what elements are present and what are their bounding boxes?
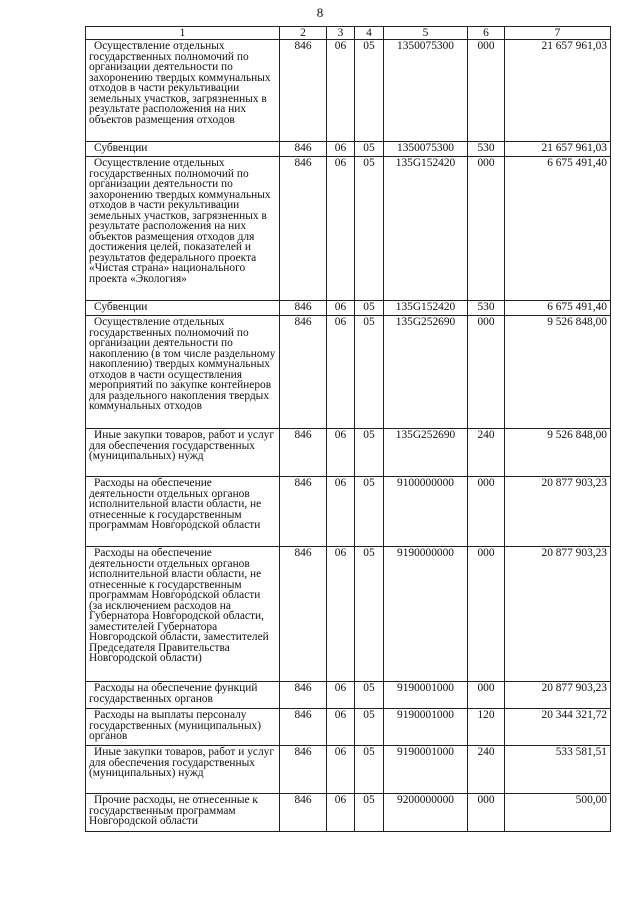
subsection-code: 05 (355, 682, 384, 709)
department-code: 846 (280, 142, 327, 157)
expense-type-code: 000 (468, 157, 505, 301)
target-article-code: 9190001000 (384, 746, 468, 794)
header-cell: 7 (505, 27, 611, 40)
target-article-code: 9200000000 (384, 794, 468, 832)
expense-type-code: 000 (468, 40, 505, 142)
subsection-code: 05 (355, 429, 384, 477)
amount: 6 675 491,40 (505, 157, 611, 301)
table-row (86, 429, 611, 477)
section-code: 06 (327, 477, 355, 547)
target-article-code: 135G152420 (384, 301, 468, 316)
amount: 21 657 961,03 (505, 142, 611, 157)
amount: 20 877 903,23 (505, 477, 611, 547)
header-cell: 2 (280, 27, 327, 40)
amount: 9 526 848,00 (505, 429, 611, 477)
amount: 9 526 848,00 (505, 316, 611, 429)
header-cell: 4 (355, 27, 384, 40)
table-row (86, 746, 611, 794)
expense-name: Осуществление отдельных государственных полномочий по организации деятельности по захоронению твердых коммунальных отходов в части рекультивации земельных участков, загрязненных в результате расположения на них объектов размещения отходов (86, 40, 280, 142)
expense-name: Иные закупки товаров, работ и услуг для обеспечения государственных (муниципальных) нужд (86, 746, 280, 794)
target-article-code: 9190001000 (384, 709, 468, 746)
expense-name: Расходы на обеспечение деятельности отдельных органов исполнительной власти области, не отнесенные к государственным программам Новгородской области (86, 477, 280, 547)
department-code: 846 (280, 547, 327, 682)
amount: 21 657 961,03 (505, 40, 611, 142)
subsection-code: 05 (355, 316, 384, 429)
header-cell: 6 (468, 27, 505, 40)
header-cell: 5 (384, 27, 468, 40)
expense-name: Расходы на обеспечение деятельности отдельных органов исполнительной власти области, не отнесенные к государственным программам Новгородской области (за исключением расходов на Губернатора Новгородской области, заместителей Губернатора Новгородской области, заместителей Председателя Правительства Новгородской области) (86, 547, 280, 682)
expense-type-code: 000 (468, 477, 505, 547)
expense-type-code: 000 (468, 316, 505, 429)
table-row (86, 477, 611, 547)
target-article-code: 9190000000 (384, 547, 468, 682)
table-row (86, 794, 611, 832)
target-article-code: 9190001000 (384, 682, 468, 709)
table-row (86, 157, 611, 301)
target-article-code: 135G252690 (384, 316, 468, 429)
department-code: 846 (280, 157, 327, 301)
amount: 533 581,51 (505, 746, 611, 794)
section-code: 06 (327, 682, 355, 709)
amount: 500,00 (505, 794, 611, 832)
expense-type-code: 000 (468, 794, 505, 832)
expense-name: Расходы на обеспечение функций государственных органов (86, 682, 280, 709)
department-code: 846 (280, 429, 327, 477)
budget-table (85, 26, 611, 832)
subsection-code: 05 (355, 477, 384, 547)
subsection-code: 05 (355, 142, 384, 157)
department-code: 846 (280, 709, 327, 746)
table-row (86, 547, 611, 682)
section-code: 06 (327, 794, 355, 832)
subsection-code: 05 (355, 794, 384, 832)
subsection-code: 05 (355, 40, 384, 142)
subsection-code: 05 (355, 746, 384, 794)
expense-type-code: 240 (468, 429, 505, 477)
table-row (86, 142, 611, 157)
header-cell: 3 (327, 27, 355, 40)
table-row (86, 709, 611, 746)
amount: 6 675 491,40 (505, 301, 611, 316)
table-row (86, 682, 611, 709)
target-article-code: 135G152420 (384, 157, 468, 301)
header-cell: 1 (86, 27, 280, 40)
expense-name: Осуществление отдельных государственных полномочий по организации деятельности по захоронению твердых коммунальных отходов в части рекультивации земельных участков, загрязненных в результате расположения на них объектов размещения отходов для достижения целей, показателей и результатов федерального проекта «Чистая страна» национального проекта «Экология» (86, 157, 280, 301)
section-code: 06 (327, 746, 355, 794)
section-code: 06 (327, 709, 355, 746)
department-code: 846 (280, 682, 327, 709)
department-code: 846 (280, 746, 327, 794)
department-code: 846 (280, 477, 327, 547)
expense-name: Субвенции (86, 301, 280, 316)
expense-type-code: 000 (468, 547, 505, 682)
target-article-code: 1350075300 (384, 40, 468, 142)
department-code: 846 (280, 301, 327, 316)
section-code: 06 (327, 316, 355, 429)
section-code: 06 (327, 547, 355, 682)
department-code: 846 (280, 794, 327, 832)
target-article-code: 135G252690 (384, 429, 468, 477)
target-article-code: 9100000000 (384, 477, 468, 547)
table-row (86, 40, 611, 142)
expense-name: Расходы на выплаты персоналу государственных (муниципальных) органов (86, 709, 280, 746)
expense-type-code: 120 (468, 709, 505, 746)
expense-type-code: 000 (468, 682, 505, 709)
page-number: 8 (316, 5, 324, 20)
target-article-code: 1350075300 (384, 142, 468, 157)
table-row (86, 301, 611, 316)
subsection-code: 05 (355, 547, 384, 682)
expense-type-code: 530 (468, 142, 505, 157)
expense-name: Осуществление отдельных государственных полномочий по организации деятельности по накоплению (в том числе раздельному накоплению) твердых коммунальных отходов в части осуществления мероприятий по закупке контейнеров для раздельного накопления твердых коммунальных отходов (86, 316, 280, 429)
subsection-code: 05 (355, 301, 384, 316)
section-code: 06 (327, 301, 355, 316)
expense-name: Иные закупки товаров, работ и услуг для обеспечения государственных (муниципальных) нужд (86, 429, 280, 477)
subsection-code: 05 (355, 709, 384, 746)
section-code: 06 (327, 429, 355, 477)
amount: 20 344 321,72 (505, 709, 611, 746)
expense-type-code: 240 (468, 746, 505, 794)
table-header-row (86, 27, 611, 40)
amount: 20 877 903,23 (505, 682, 611, 709)
department-code: 846 (280, 40, 327, 142)
expense-type-code: 530 (468, 301, 505, 316)
expense-name: Прочие расходы, не отнесенные к государственным программам Новгородской области (86, 794, 280, 832)
department-code: 846 (280, 316, 327, 429)
amount: 20 877 903,23 (505, 547, 611, 682)
table-row (86, 316, 611, 429)
section-code: 06 (327, 157, 355, 301)
section-code: 06 (327, 40, 355, 142)
expense-name: Субвенции (86, 142, 280, 157)
section-code: 06 (327, 142, 355, 157)
subsection-code: 05 (355, 157, 384, 301)
